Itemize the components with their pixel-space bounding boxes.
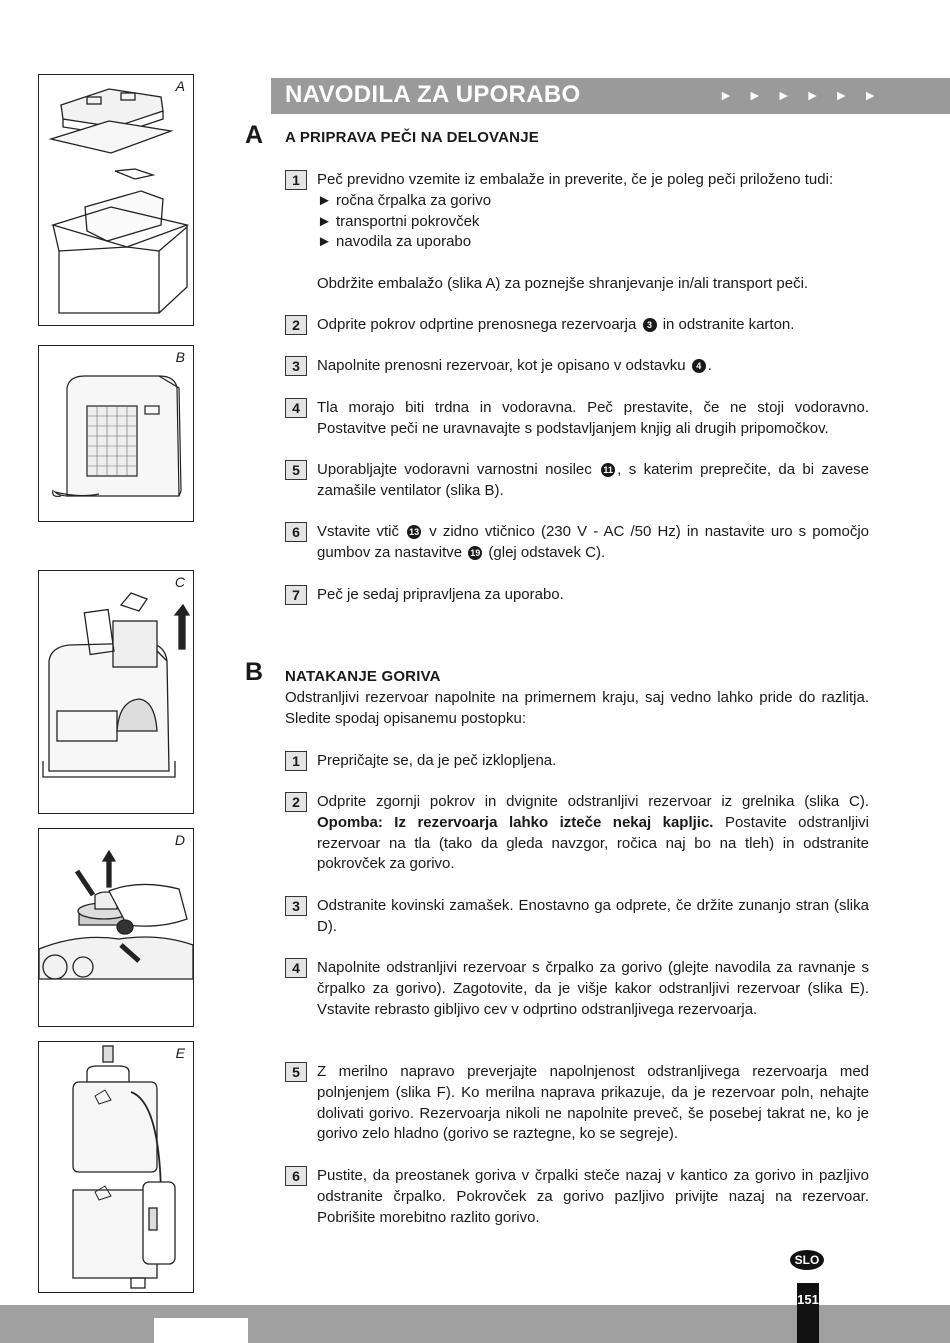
step-b6 — [285, 1166, 869, 1228]
step-number: 2 — [285, 792, 307, 812]
tank-removal-illustration — [39, 571, 193, 813]
page-number: 151 — [797, 1292, 819, 1307]
step-number: 1 — [285, 751, 307, 771]
pump-refuel-illustration — [39, 1042, 193, 1292]
step-text: Napolnite prenosni rezervoar, kot je opisano v odstavku — [317, 357, 690, 374]
step-text: Odstranite kovinski zamašek. Enostavno ga odprete, če držite zunanjo stran (slika D). — [317, 897, 869, 935]
step-text: Peč previdno vzemite iz embalaže in preverite, če je poleg peči priloženo tudi: — [317, 171, 834, 188]
reference-badge: 13 — [409, 527, 420, 537]
step-text: Pustite, da preostanek goriva v črpalki steče nazaj v kantico za gorivo in pazljivo odstranite črpalko. Pokrovček za gorivo pazljivo privijte nazaj na rezervoar. Pobrišite morebitno razlito gorivo. — [317, 1167, 869, 1226]
step-text: , s katerim preprečite, da bi zavese zamašile ventilator (slika B). — [317, 461, 870, 499]
section-b-heading: NATAKANJE GORIVA — [285, 668, 441, 685]
step-number: 3 — [285, 896, 307, 916]
step-text: Odprite zgornji pokrov in dvignite odstranljivi rezervoar iz grelnika (slika C). — [317, 793, 869, 810]
step-a3 — [285, 356, 869, 377]
heater-rear-illustration — [39, 346, 193, 521]
figure-b — [38, 345, 194, 522]
figure-d-letter: D — [174, 832, 185, 848]
figure-a — [38, 74, 194, 326]
list-item: ► navodila za uporabo — [317, 233, 472, 251]
step-a1 — [285, 170, 869, 295]
step-number: 3 — [285, 356, 307, 376]
step-text: Uporabljajte vodoravni varnostni nosilec — [317, 461, 600, 478]
step-note: Obdržite embalažo (slika A) za poznejše shranjevanje in/ali transport peči. — [317, 274, 809, 292]
list-item: ► transportni pokrovček — [317, 212, 480, 230]
step-number: 6 — [285, 522, 307, 542]
step-number: 7 — [285, 585, 307, 605]
step-a7 — [285, 585, 869, 606]
step-b3 — [285, 896, 869, 938]
figure-d — [38, 828, 194, 1027]
title-bar — [271, 78, 950, 114]
figure-e — [38, 1041, 194, 1293]
title-arrows: ►►►►►► — [719, 87, 893, 103]
page-title: NAVODILA ZA UPORABO — [285, 81, 581, 108]
step-a5 — [285, 460, 869, 502]
step-text: . — [707, 357, 712, 374]
step-text: v zidno vtičnico (230 V - AC /50 Hz) in nastavite uro s pomočjo gumbov za nastavitve — [317, 523, 869, 561]
step-number: 6 — [285, 1166, 307, 1186]
step-number: 4 — [285, 398, 307, 418]
language-badge: SLO — [790, 1250, 824, 1270]
reference-badge: 11 — [601, 463, 615, 477]
step-text: (glej odstavek C). — [484, 543, 606, 561]
step-text: Postavite odstranljivi rezervoar na tla (tako da gleda navzgor, ročica naj bo na tleh) in odstranite pokrovček za gorivo. — [317, 813, 869, 873]
section-b-letter: B — [245, 658, 264, 686]
step-b1 — [285, 751, 869, 772]
section-a-heading: A PRIPRAVA PEČI NA DELOVANJE — [285, 129, 539, 146]
step-number: 5 — [285, 460, 307, 480]
step-a2 — [285, 315, 869, 336]
box-packaging-illustration — [39, 75, 193, 325]
footer-white-box — [154, 1318, 248, 1343]
step-number: 5 — [285, 1062, 307, 1082]
step-text: Peč je sedaj pripravljena za uporabo. — [317, 586, 564, 603]
step-number: 2 — [285, 315, 307, 335]
step-text: in odstranite karton. — [658, 316, 795, 333]
step-b2 — [285, 792, 869, 875]
figure-c-letter: C — [174, 574, 185, 590]
step-a4 — [285, 398, 869, 440]
reference-badge: 19 — [470, 547, 481, 558]
step-text: Tla morajo biti trdna in vodoravna. Peč prestavite, če ne stoji vodoravno. Postavitve peči ne uravnavajte s podstavljanjem knjig ali drugih pripomočkov. — [317, 399, 869, 437]
accessory-list — [317, 191, 869, 253]
figure-c — [38, 570, 194, 814]
step-number: 1 — [285, 170, 307, 190]
figure-b-letter: B — [175, 349, 185, 365]
step-text: Napolnite odstranljivi rezervoar s črpalko za gorivo (glejte navodila za ravnanje s črpalko za gorivo). Zagotovite, da je višje kakor odstranljivi rezervoar (slika E). Vstavite rebrasto gibljivo cev v odprtino odstranljivega rezervoarja. — [317, 959, 869, 1018]
step-note-bold: Opomba: Iz rezervoarja lahko izteče nekaj kapljic. — [317, 813, 714, 831]
step-b4 — [285, 958, 869, 1020]
step-text: Prepričajte se, da je peč izklopljena. — [317, 752, 557, 769]
reference-badge: 4 — [692, 359, 706, 373]
step-b5 — [285, 1062, 869, 1145]
cap-removal-illustration — [39, 829, 193, 1026]
reference-badge: 3 — [643, 318, 657, 332]
step-text: Z merilno napravo preverjajte napolnjenost odstranljivega rezervoarja med polnjenjem (slika F). Ko merilna naprava prikazuje, da je rezervoar poln, nehajte dolivati gorivo. Rezervoarja nikoli ne napolnite preveč, še posebej takrat ne, ko je gorivo zelo hladno (gorivo se raztegne, ko se segreje). — [317, 1063, 869, 1143]
step-number: 4 — [285, 958, 307, 978]
list-item: ► ročna črpalka za gorivo — [317, 191, 492, 209]
figure-a-letter: A — [175, 78, 185, 94]
step-text: Odprite pokrov odprtine prenosnega rezervoarja — [317, 316, 641, 333]
step-text: Vstavite vtič — [317, 523, 406, 540]
figure-e-letter: E — [175, 1045, 185, 1061]
section-b-intro: Odstranljivi rezervoar napolnite na primernem kraju, saj vedno lahko pride do razlitja. Sledite spodaj opisanemu postopku: — [285, 689, 869, 727]
step-a6 — [285, 522, 869, 564]
section-a-letter: A — [245, 121, 264, 149]
